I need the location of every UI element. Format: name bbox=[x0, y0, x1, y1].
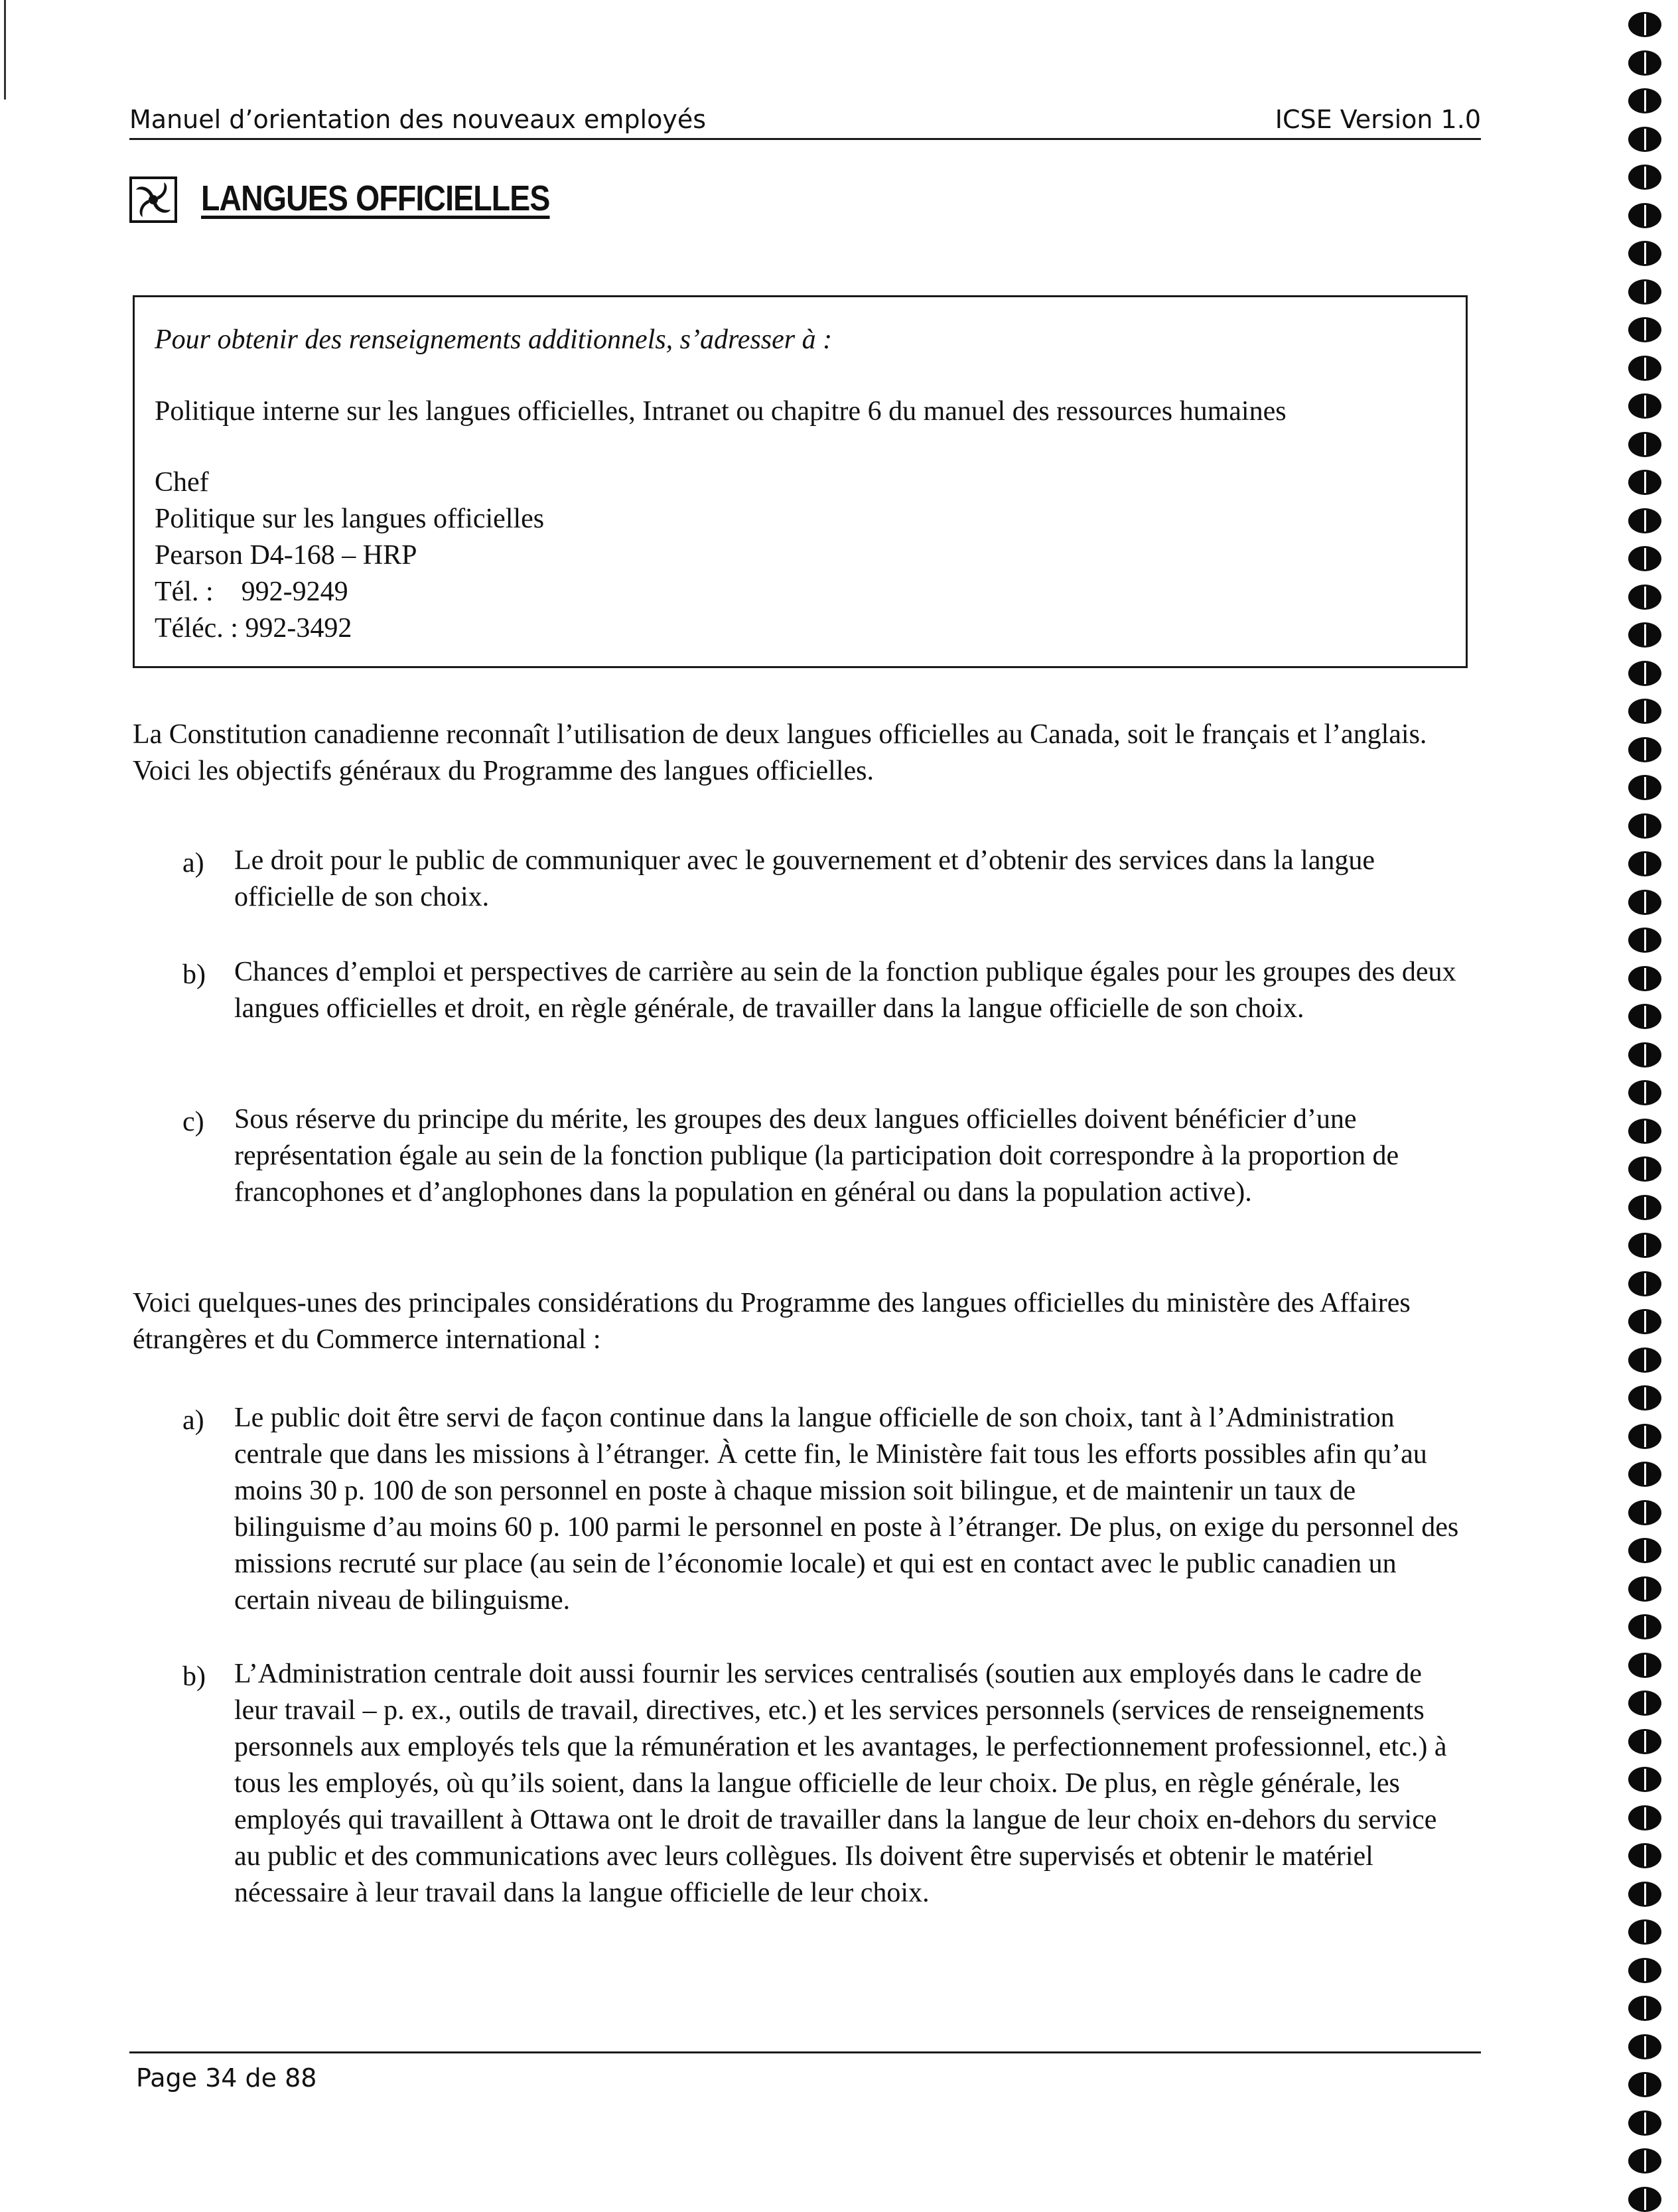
binding-hole bbox=[1628, 127, 1661, 152]
binding-hole bbox=[1628, 165, 1661, 190]
info-policy: Politique interne sur les langues officielles, Intranet ou chapitre 6 du manuel des ressources humaines bbox=[155, 396, 1287, 427]
section-emblem-icon bbox=[129, 176, 177, 223]
list-item: Chances d’emploi et perspectives de carrière au sein de la fonction publique égales pour les groupes des deux langues officielles et droit, en règle générale, de travailler dans la langue officielle de son choix. bbox=[234, 957, 1456, 1024]
list-item-label: a) bbox=[182, 1405, 204, 1436]
binding-hole bbox=[1628, 50, 1661, 76]
binding-hole bbox=[1628, 203, 1661, 228]
binding-hole bbox=[1628, 1195, 1661, 1220]
contact-info-box bbox=[133, 295, 1468, 668]
binding-hole bbox=[1628, 1958, 1661, 1983]
intro-paragraph: La Constitution canadienne reconnaît l’utilisation de deux langues officielles au Canada, soit le français et l’anglais. Voici les objectifs généraux du Programme des langues officielles. bbox=[133, 719, 1427, 786]
document-version: ICSE Version 1.0 bbox=[1275, 105, 1481, 134]
list-item-label: b) bbox=[182, 959, 206, 990]
binding-hole bbox=[1628, 1919, 1661, 1945]
contact-phone: Tél. : 992-9249 bbox=[155, 577, 348, 607]
binding-hole bbox=[1628, 966, 1661, 991]
binding-hole bbox=[1628, 1500, 1661, 1525]
binding-hole bbox=[1628, 508, 1661, 533]
binding-hole bbox=[1628, 1882, 1661, 1907]
binding-hole bbox=[1628, 1233, 1661, 1258]
binding-hole bbox=[1628, 737, 1661, 762]
contact-fax: Téléc. : 992-3492 bbox=[155, 613, 352, 644]
list-item: Le droit pour le public de communiquer avec le gouvernement et d’obtenir des services dans la langue officielle de son choix. bbox=[234, 845, 1375, 912]
binding-hole bbox=[1628, 1348, 1661, 1373]
binding-hole bbox=[1628, 1424, 1661, 1449]
page-header bbox=[129, 100, 1481, 140]
binding-hole bbox=[1628, 356, 1661, 381]
binding-hole bbox=[1628, 1309, 1661, 1334]
binding-hole bbox=[1628, 928, 1661, 953]
considerations-paragraph: Voici quelques-unes des principales considérations du Programme des langues officielles du ministère des Affaires étrangères et du Commerce international : bbox=[133, 1288, 1411, 1355]
binding-hole bbox=[1628, 890, 1661, 915]
binding-hole bbox=[1628, 1653, 1661, 1678]
binding-hole bbox=[1628, 1996, 1661, 2021]
document-title: Manuel d’orientation des nouveaux employés bbox=[129, 105, 706, 134]
binding-hole bbox=[1628, 1156, 1661, 1182]
binding-hole bbox=[1628, 1767, 1661, 1792]
binding-hole bbox=[1628, 432, 1661, 457]
binding-hole bbox=[1628, 622, 1661, 648]
binding-holes bbox=[1624, 0, 1671, 2206]
binding-hole bbox=[1628, 661, 1661, 686]
binding-hole bbox=[1628, 279, 1661, 305]
binding-hole bbox=[1628, 1271, 1661, 1296]
binding-hole bbox=[1628, 813, 1661, 839]
page-number: Page 34 de 88 bbox=[136, 2063, 317, 2093]
binding-hole bbox=[1628, 2072, 1661, 2097]
list-item-label: c) bbox=[182, 1107, 204, 1137]
binding-hole bbox=[1628, 12, 1661, 37]
binding-hole bbox=[1628, 88, 1661, 113]
list-item: L’Administration centrale doit aussi fournir les services centralisés (soutien aux employés dans le cadre de leur travail – p. ex., outils de travail, directives, etc.) et les services personnels (services de renseignements personnels aux employés tels que la rémunération et les avantages, le perfectionnement professionnel, etc.) à tous les employés, où qu’ils soient, dans la langue officielle de leur choix. De plus, en règle générale, les employés qui travaillent à Ottawa ont le droit de travailler dans la langue de leur choix en-dehors du service au public et des communications avec leurs collègues. Ils doivent être supervisés et obtenir le matériel nécessaire à leur travail dans la langue officielle de leur choix. bbox=[234, 1659, 1447, 1908]
binding-hole bbox=[1628, 2034, 1661, 2059]
binding-hole bbox=[1628, 393, 1661, 419]
contact-line: Pearson D4-168 – HRP bbox=[155, 540, 417, 571]
info-intro: Pour obtenir des renseignements additionnels, s’adresser à : bbox=[155, 324, 833, 355]
contact-line: Politique sur les langues officielles bbox=[155, 504, 545, 534]
binding-hole bbox=[1628, 1119, 1661, 1144]
binding-hole bbox=[1628, 2187, 1661, 2212]
binding-hole bbox=[1628, 775, 1661, 800]
list-item: Sous réserve du principe du mérite, les groupes des deux langues officielles doivent bénéficier d’une représentation égale au sein de la fonction publique (la participation doit correspondre à la proportion de francophones et d’anglophones dans la population en général ou dans la population active). bbox=[234, 1104, 1399, 1208]
binding-hole bbox=[1628, 1080, 1661, 1105]
binding-hole bbox=[1628, 1462, 1661, 1487]
binding-hole bbox=[1628, 1614, 1661, 1639]
list-item-label: a) bbox=[182, 848, 204, 878]
binding-hole bbox=[1628, 1691, 1661, 1716]
binding-hole bbox=[1628, 2148, 1661, 2174]
binding-hole bbox=[1628, 851, 1661, 876]
binding-hole bbox=[1628, 1042, 1661, 1068]
contact-line: Chef bbox=[155, 467, 209, 498]
binding-hole bbox=[1628, 699, 1661, 724]
binding-hole bbox=[1628, 546, 1661, 571]
scan-margin-mark bbox=[4, 0, 6, 100]
binding-hole bbox=[1628, 241, 1661, 266]
binding-hole bbox=[1628, 585, 1661, 610]
footer-rule bbox=[129, 2051, 1481, 2053]
binding-hole bbox=[1628, 1004, 1661, 1029]
binding-hole bbox=[1628, 1538, 1661, 1563]
binding-hole bbox=[1628, 1729, 1661, 1754]
binding-hole bbox=[1628, 1576, 1661, 1602]
list-item: Le public doit être servi de façon continue dans la langue officielle de son choix, tant à l’Administration centrale que dans les missions à l’étranger. À cette fin, le Ministère fait tous les efforts possibles afin qu’au moins 30 p. 100 de son personnel en poste à chaque mission soit bilingue, et de maintenir un taux de bilinguisme d’au moins 60 p. 100 parmi le personnel en poste à l’étranger. De plus, on exige du personnel des missions recruté sur place (au sein de l’économie locale) et qui est en contact avec le public canadien un certain niveau de bilinguisme. bbox=[234, 1403, 1459, 1616]
list-item-label: b) bbox=[182, 1661, 206, 1692]
binding-hole bbox=[1628, 1805, 1661, 1831]
binding-hole bbox=[1628, 470, 1661, 495]
binding-hole bbox=[1628, 1385, 1661, 1411]
section-title: LANGUES OFFICIELLES bbox=[201, 178, 550, 218]
binding-hole bbox=[1628, 317, 1661, 342]
binding-hole bbox=[1628, 2110, 1661, 2136]
binding-hole bbox=[1628, 1843, 1661, 1868]
